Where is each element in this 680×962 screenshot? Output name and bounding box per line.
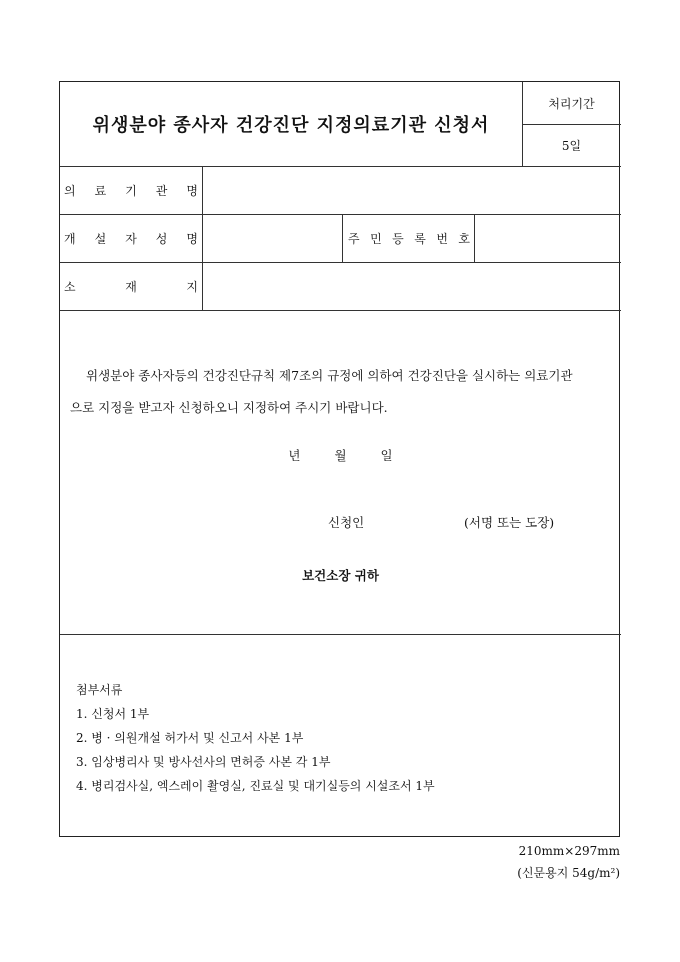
processing-period-label: 처리기간 <box>548 96 595 111</box>
date-year: 년 <box>288 448 301 463</box>
attachment-item: 2. 병 · 의원개설 허가서 및 신고서 사본 1부 <box>76 731 304 745</box>
application-form <box>59 81 620 837</box>
addressee: 보건소장 귀하 <box>302 568 379 583</box>
form-title: 위생분야 종사자 건강진단 지정의료기관 신청서 <box>92 115 490 136</box>
statement-line-2: 으로 지정을 받고자 신청하오니 지정하여 주시기 바랍니다. <box>70 400 388 415</box>
location-field[interactable] <box>202 262 621 310</box>
attachment-item: 4. 병리검사실, 엑스레이 촬영실, 진료실 및 대기실등의 시설조서 1부 <box>76 779 435 793</box>
label-col-line <box>202 166 203 310</box>
attachment-item: 3. 임상병리사 및 방사선사의 면허증 사본 각 1부 <box>76 755 331 769</box>
institution-name-field[interactable] <box>202 166 621 214</box>
request-statement <box>70 360 616 424</box>
date-month: 월 <box>334 448 347 463</box>
attachments-heading: 첨부서류 <box>76 683 123 697</box>
paper-type: (신문용지 54g/m²) <box>517 866 620 880</box>
row-line <box>60 310 621 311</box>
resident-number-label: 주 민 등 록 번 호 <box>348 231 470 246</box>
statement-line-1: 위생분야 종사자등의 건강진단규칙 제7조의 규정에 의하여 건강진단을 실시하는 의료기관 <box>86 368 573 383</box>
resident-number-field[interactable] <box>474 214 621 262</box>
applicant-label: 신청인 <box>328 515 365 530</box>
section-line <box>60 634 621 635</box>
attachment-item: 1. 신청서 1부 <box>76 707 150 721</box>
processing-period-value: 5일 <box>561 138 582 153</box>
date-line <box>60 446 621 464</box>
location-label: 소 재 지 <box>64 279 198 294</box>
date-day: 일 <box>380 448 393 463</box>
founder-name-label: 개 설 자 성 명 <box>64 231 198 246</box>
institution-name-label: 의 료 기 관 명 <box>64 183 198 198</box>
signature-note: (서명 또는 도장) <box>464 515 555 530</box>
attachments-section <box>76 678 435 798</box>
col-line <box>342 214 343 262</box>
paper-size: 210mm×297mm <box>518 844 620 858</box>
founder-name-field[interactable] <box>202 214 342 262</box>
